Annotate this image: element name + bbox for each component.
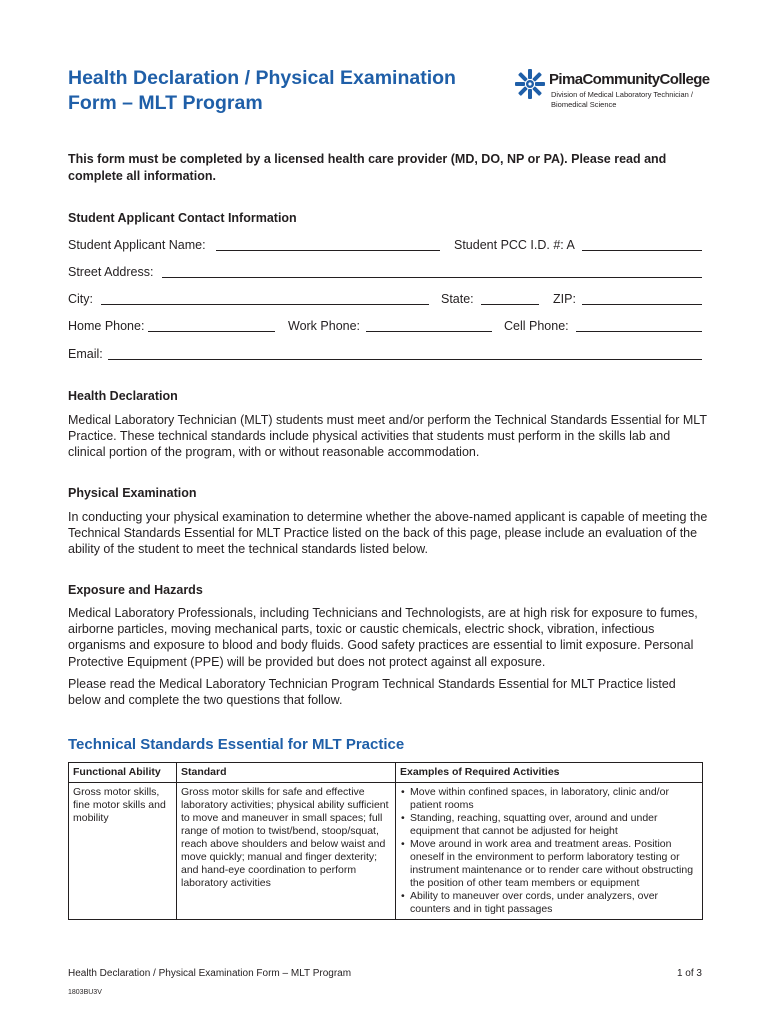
contact-row-name <box>68 238 702 254</box>
exposure-heading: Exposure and Hazards <box>68 583 203 597</box>
state-label: State: <box>441 292 474 306</box>
form-code: 1803BU3V <box>68 989 102 996</box>
column-header-standard: Standard <box>177 763 396 783</box>
examples-list <box>400 786 698 916</box>
page-footer <box>68 968 702 979</box>
contact-heading: Student Applicant Contact Information <box>68 211 297 225</box>
email-field[interactable] <box>108 359 702 360</box>
standards-table <box>68 762 703 920</box>
division-line-2: Biomedical Science <box>551 99 617 109</box>
physical-exam-heading: Physical Examination <box>68 486 197 500</box>
examples-cell <box>396 783 703 920</box>
title-line-1: Health Declaration / Physical Examination <box>68 67 456 89</box>
exposure-instructions: Please read the Medical Laboratory Technician Program Technical Standards Essential for MLT Practice listed below and complete the two questions that follow. <box>68 677 676 708</box>
name-field[interactable] <box>216 250 440 251</box>
division-name <box>551 90 721 109</box>
footer-title: Health Declaration / Physical Examination Form – MLT Program <box>68 968 352 979</box>
street-label: Street Address: <box>68 265 154 279</box>
email-label: Email: <box>68 347 103 361</box>
college-emblem-icon <box>514 68 546 100</box>
table-row <box>69 783 703 920</box>
street-field[interactable] <box>162 277 702 278</box>
name-label: Student Applicant Name: <box>68 238 206 252</box>
page-number: 1 of 3 <box>676 968 702 979</box>
list-item: • Move within confined spaces, in laboratory, clinic and/or patient rooms <box>410 786 698 812</box>
contact-row-phones <box>68 319 702 335</box>
home-phone-field[interactable] <box>148 331 275 332</box>
contact-row-street <box>68 265 702 281</box>
list-item: • Standing, reaching, squatting over, around and under equipment that cannot be adjusted for height <box>410 812 698 838</box>
list-item: • Ability to maneuver over cords, under analyzers, over counters and in tight passages <box>410 890 698 916</box>
division-line-1: Division of Medical Laboratory Technician / <box>551 90 694 99</box>
pcc-id-label: Student PCC I.D. #: A <box>454 238 575 252</box>
cell-phone-field[interactable] <box>576 331 702 332</box>
exposure-text: Medical Laboratory Professionals, including Technicians and Technologists, are at high risk for exposure to fumes, airborne particles, moving mechanical parts, toxic or caustic chemicals, electric shock, vibration, infectious organisms and exposure to blood and body fluids. Good safety practices are essential to limit exposure. Personal Protective Equipment (PPE) will be provided but does not protect against all exposure. <box>68 606 698 669</box>
work-phone-field[interactable] <box>366 331 492 332</box>
state-field[interactable] <box>481 304 539 305</box>
page-title <box>68 66 498 116</box>
pcc-id-field[interactable] <box>582 250 702 251</box>
intro-instructions: This form must be completed by a licensed health care provider (MD, DO, NP or PA). Please read and complete all information. <box>68 152 667 183</box>
column-header-examples: Examples of Required Activities <box>396 763 703 783</box>
table-header-row <box>69 763 703 783</box>
work-phone-label: Work Phone: <box>288 319 361 333</box>
contact-row-email <box>68 347 702 363</box>
city-label: City: <box>68 292 93 306</box>
city-field[interactable] <box>101 304 429 305</box>
column-header-ability: Functional Ability <box>69 763 177 783</box>
list-item: • Move around in work area and treatment areas. Position oneself in the environment to perform laboratory testing or instrument maintenance or to render care without obstructing the position of other team members or equipment <box>410 838 698 890</box>
contact-row-city <box>68 292 702 308</box>
ability-cell: Gross motor skills, fine motor skills and mobility <box>69 783 177 920</box>
cell-phone-label: Cell Phone: <box>504 319 569 333</box>
standard-cell: Gross motor skills for safe and effective laboratory activities; physical ability sufficient to move and maneuver in small spaces; full range of motion to twist/bend, stoop/squat, reach above shoulders and below waist and move quickly; manual and finger dexterity; and hand-eye coordination to perform laboratory activities <box>177 783 396 920</box>
standards-title: Technical Standards Essential for MLT Practice <box>68 736 405 753</box>
zip-label: ZIP: <box>553 292 576 306</box>
physical-exam-text: In conducting your physical examination to determine whether the above-named applicant is capable of meeting the Technical Standards Essential for MLT Practice listed on the back of this page, please include an evaluation of the ability of the student to meet the technical standards listed below. <box>68 510 708 557</box>
zip-field[interactable] <box>582 304 702 305</box>
college-name: PimaCommunityCollege <box>549 71 710 88</box>
title-line-2: Form – MLT Program <box>68 92 263 114</box>
health-declaration-text: Medical Laboratory Technician (MLT) students must meet and/or perform the Technical Standards Essential for MLT Practice. These technical standards include physical activities that students must perform in the skills lab and clinical portion of the program, with or without reasonable accommodation. <box>68 413 707 460</box>
home-phone-label: Home Phone: <box>68 319 145 333</box>
college-logo <box>514 68 714 112</box>
health-declaration-heading: Health Declaration <box>68 389 178 403</box>
